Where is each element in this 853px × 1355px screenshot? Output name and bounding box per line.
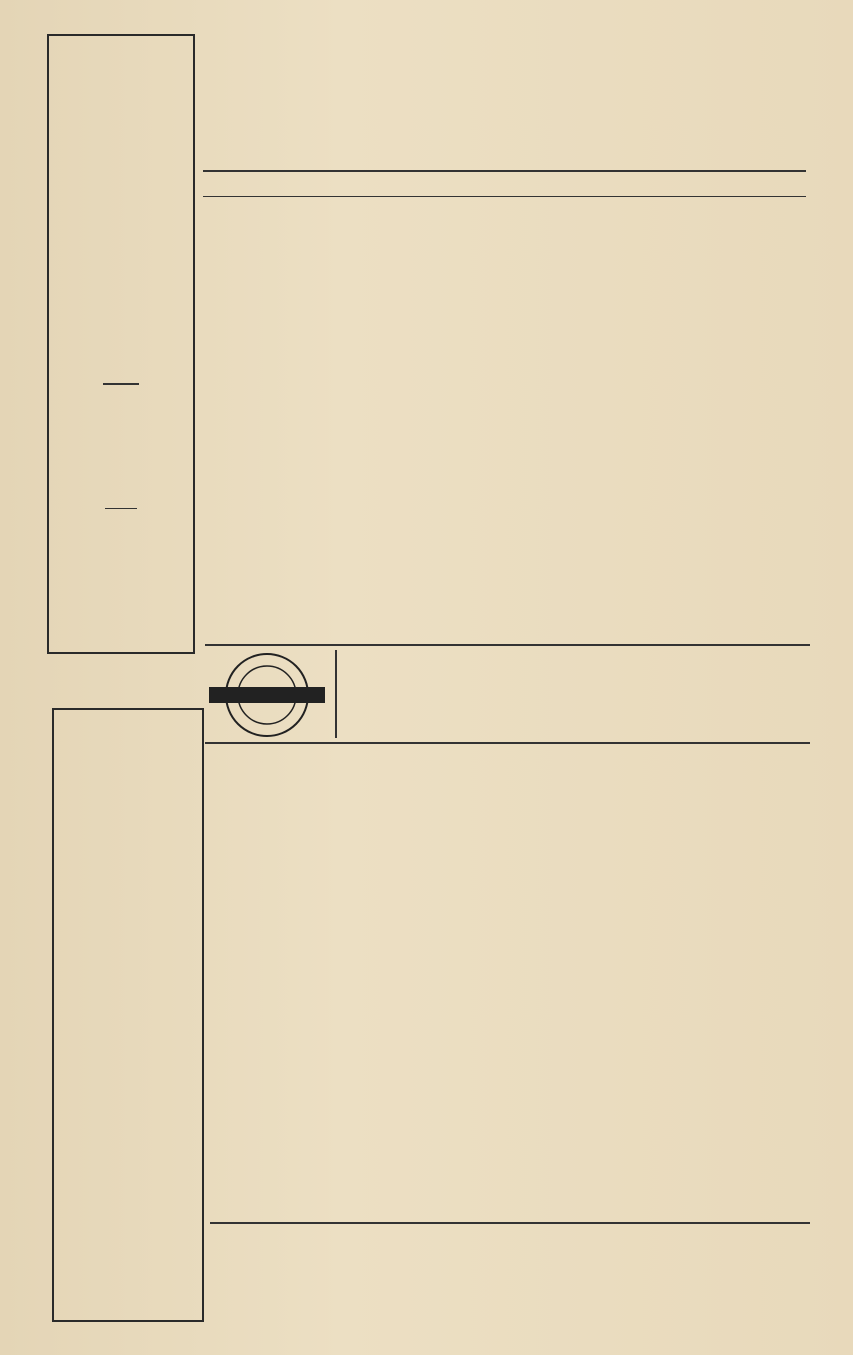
reese-ad (47, 34, 195, 654)
bath-ad (210, 1222, 810, 1324)
running-head (203, 170, 806, 197)
merchants-logo-icon (207, 652, 327, 738)
reese-divider-2 (105, 508, 137, 509)
moving-ad (205, 644, 810, 744)
lumber-ad (52, 708, 204, 1322)
moving-divider (335, 650, 337, 738)
reese-divider (103, 383, 139, 385)
